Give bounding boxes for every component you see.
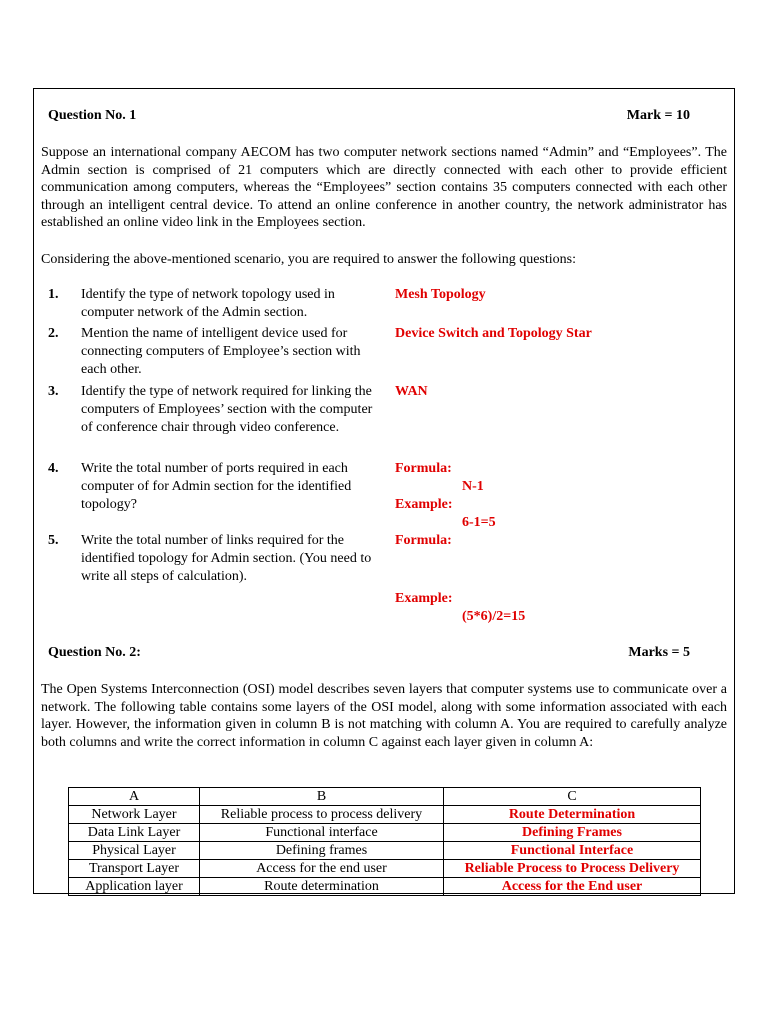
cell-c-answer: Route Determination <box>444 806 701 824</box>
question-1-header <box>48 108 690 124</box>
question-1-title: Question No. 1 <box>48 108 137 123</box>
question-2-description: The Open Systems Interconnection (OSI) model describes seven layers that computer systems use to communicate over a network. The following table contains some layers of the OSI model, along with some information associated with each layer. However, the information given in column B is not matching with column A. You are required to carefully analyze both columns and write the correct information in column C against each layer given in column A: <box>41 682 727 750</box>
item-number: 4. <box>48 461 59 476</box>
question-2-header <box>48 645 690 661</box>
item-number: 3. <box>48 384 59 399</box>
table-header-row <box>69 788 701 806</box>
table-row <box>69 842 701 860</box>
column-a-header: A <box>69 788 200 806</box>
answer-2: Device Switch and Topology Star <box>395 326 592 341</box>
cell-a: Data Link Layer <box>69 824 200 842</box>
table-row <box>69 860 701 878</box>
question-2-title: Question No. 2: <box>48 645 141 660</box>
answer-4-example-label: Example: <box>395 497 453 512</box>
answer-4-formula: N-1 <box>462 479 484 494</box>
answer-5-formula-label: Formula: <box>395 533 452 548</box>
item-text: Identify the type of network required for linking the computers of Employees’ section with the computer of conference chair through video conference. <box>81 384 373 435</box>
cell-b: Reliable process to process delivery <box>200 806 444 824</box>
answer-4-example: 6-1=5 <box>462 515 496 530</box>
item-number: 1. <box>48 287 59 302</box>
cell-c-answer: Defining Frames <box>444 824 701 842</box>
answer-1: Mesh Topology <box>395 287 486 302</box>
item-number: 2. <box>48 326 59 341</box>
column-b-header: B <box>200 788 444 806</box>
cell-c-answer: Functional Interface <box>444 842 701 860</box>
table-row <box>69 806 701 824</box>
cell-a: Network Layer <box>69 806 200 824</box>
question-1-marks: Mark = 10 <box>626 108 690 123</box>
cell-a: Application layer <box>69 878 200 896</box>
cell-a: Transport Layer <box>69 860 200 878</box>
answer-4-formula-label: Formula: <box>395 461 452 476</box>
cell-b: Defining frames <box>200 842 444 860</box>
answer-5-example: (5*6)/2=15 <box>462 609 526 624</box>
item-text: Write the total number of ports required in each computer of for Admin section for the identified topology? <box>81 461 352 512</box>
answer-5-example-label: Example: <box>395 591 453 606</box>
answer-3: WAN <box>395 384 428 399</box>
table-row <box>69 878 701 896</box>
item-text: Write the total number of links required for the identified topology for Admin section. (You need to write all steps of calculation). <box>81 533 372 584</box>
cell-b: Access for the end user <box>200 860 444 878</box>
cell-a: Physical Layer <box>69 842 200 860</box>
table-row <box>69 824 701 842</box>
cell-b: Functional interface <box>200 824 444 842</box>
cell-c-answer: Access for the End user <box>444 878 701 896</box>
question-2-marks: Marks = 5 <box>628 645 690 660</box>
item-text: Mention the name of intelligent device used for connecting computers of Employee’s section with each other. <box>81 326 361 377</box>
cell-c-answer: Reliable Process to Process Delivery <box>444 860 701 878</box>
item-text: Identify the type of network topology used in computer network of the Admin section. <box>81 287 335 320</box>
question-1-instruction: Considering the above-mentioned scenario, you are required to answer the following questions: <box>41 252 576 267</box>
osi-table <box>68 787 701 896</box>
column-c-header: C <box>444 788 701 806</box>
question-1-scenario: Suppose an international company AECOM has two computer network sections named “Admin” and “Employees”. The Admin section is comprised of 21 computers which are directly connected with each other to provide efficient communication among computers, whereas the “Employees” section contains 35 computers connected with each other through an intelligent central device. To attend an online conference in another country, the network administrator has established an online video link in the Employees section. <box>41 145 727 231</box>
cell-b: Route determination <box>200 878 444 896</box>
item-number: 5. <box>48 533 59 548</box>
